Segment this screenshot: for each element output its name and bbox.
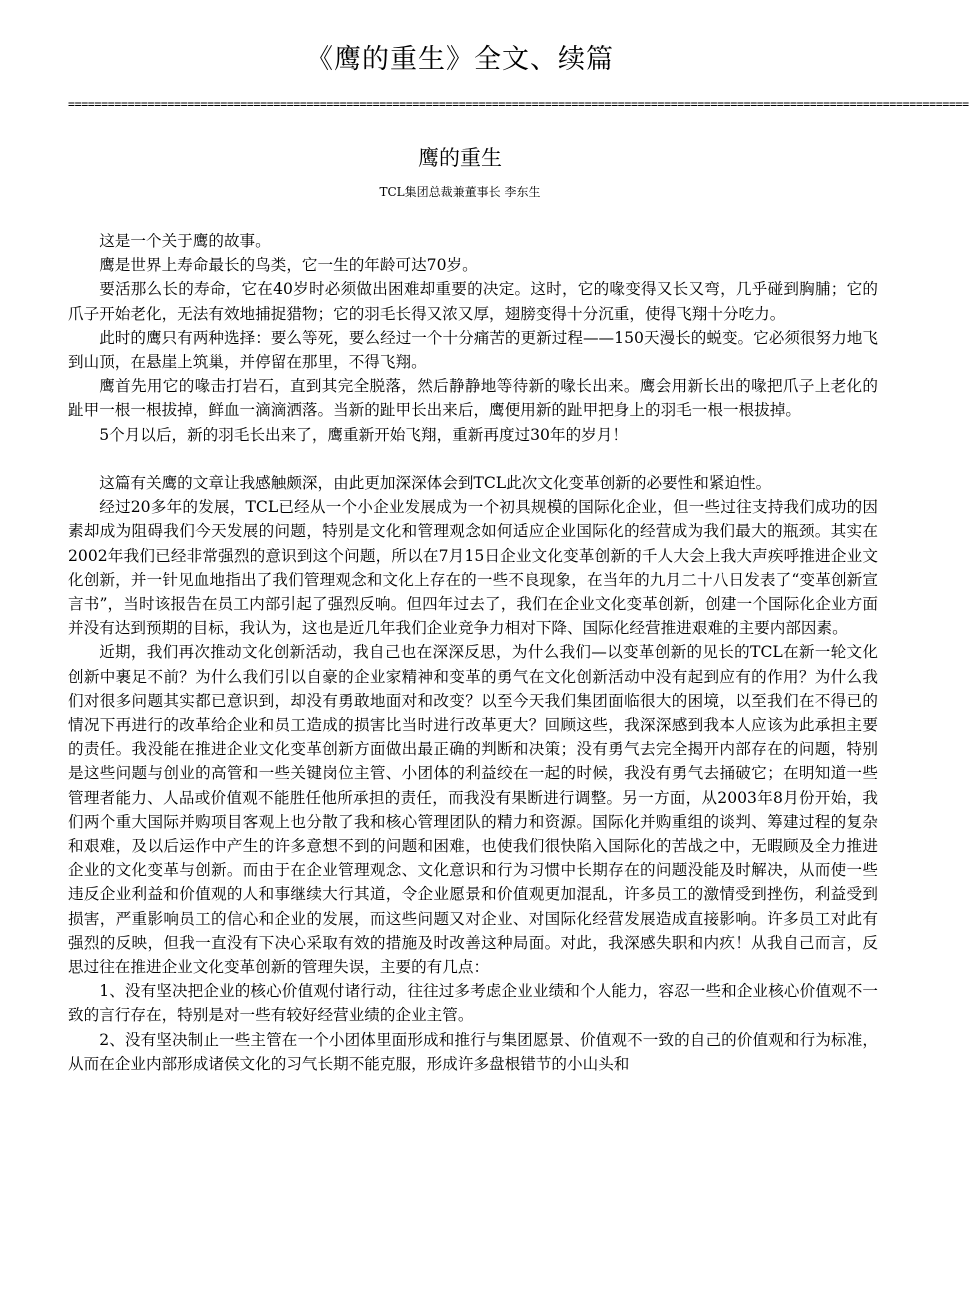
paragraph: 近期，我们再次推动文化创新活动，我自己也在深深反思，为什么我们—以变革创新的见长的TCL在新一轮文化创新中裹足不前？为什么我们引以自豪的企业家精神和变革的勇气在文化创新活动中没有起到应有的作用？为什么我们对很多问题其实都已意识到，却没有勇敢地面对和改变？以至今天我们集团面临很大的困境，以至我们在不得已的情况下再进行的改革给企业和员工造成的损害比当时进行改革更大？回顾这些，我深深感到我本人应该为此承担主要的责任。我没能在推进企业文化变革创新方面做出最正确的判断和决策；没有勇气去完全揭开内部存在的问题，特别是这些问题与创业的高管和一些关键岗位主管、小团体的利益绞在一起的时候，我没有勇气去捅破它；在明知道一些管理者能力、人品或价值观不能胜任他所承担的责任，而我没有果断进行调整。另一方面，从2003年8月份开始，我们两个重大国际并购项目客观上也分散了我和核心管理团队的精力和资源。国际化并购重组的谈判、筹建过程的复杂和艰难，及以后运作中产生的许多意想不到的问题和困难，也使我们很快陷入国际化的苦战之中，无暇顾及全力推进企业的文化变革与创新。而由于在企业管理观念、文化意识和行为习惯中长期存在的问题没能及时解决，从而使一些违反企业利益和价值观的人和事继续大行其道，令企业愿景和价值观更加混乱，许多员工的激情受到挫伤，利益受到损害，严重影响员工的信心和企业的发展，而这些问题又对企业、对国际化经营发展造成直接影响。许多员工对此有强烈的反映，但我一直没有下决心采取有效的措施及时改善这种局面。对此，我深感失职和内疚！从我自己而言，反思过往在推进企业文化变革创新的管理失误，主要的有几点： [68,643,878,977]
separator-line: ======================================================================================================================================== [68,97,969,111]
document-title: 《鹰的重生》全文、续篇 [306,44,614,75]
article-title: 鹰的重生 [418,146,502,170]
paragraph: 鹰是世界上寿命最长的鸟类，它一生的年龄可达70岁。 [99,256,478,275]
paragraph: 此时的鹰只有两种选择：要么等死，要么经过一个十分痛苦的更新过程——150天漫长的蜕变。它必须很努力地飞到山顶，在悬崖上筑巢，并停留在那里，不得飞翔。 [68,328,878,372]
paragraph: 这篇有关鹰的文章让我感触颇深，由此更加深深体会到TCL此次文化变革创新的必要性和紧迫性。 [99,474,772,493]
blank-line [68,447,878,471]
article-body [68,229,878,1076]
paragraph: 1、没有坚决把企业的核心价值观付诸行动，往往过多考虑企业业绩和个人能力，容忍一些和企业核心价值观不一致的言行存在，特别是对一些有较好经营业绩的企业主管。 [68,982,878,1025]
paragraph: 2、没有坚决制止一些主管在一个小团体里面形成和推行与集团愿景、价值观不一致的自己的价值观和行为标准，从而在企业内部形成诸侯文化的习气长期不能克服，形成许多盘根错节的小山头和 [68,1030,878,1073]
paragraph: 这是一个关于鹰的故事。 [99,232,271,250]
paragraph: 鹰首先用它的喙击打岩石，直到其完全脱落，然后静静地等待新的喙长出来。鹰会用新长出的喙把爪子上老化的趾甲一根一根拔掉，鲜血一滴滴洒落。当新的趾甲长出来后，鹰便用新的趾甲把身上的羽毛一根一根拔掉。 [68,377,878,420]
paragraph: 要活那么长的寿命，它在40岁时必须做出困难却重要的决定。这时，它的喙变得又长又弯，几乎碰到胸脯；它的爪子开始老化，无法有效地捕捉猎物；它的羽毛长得又浓又厚，翅膀变得十分沉重，使得飞翔十分吃力。 [68,280,878,323]
paragraph: 5个月以后，新的羽毛长出来了，鹰重新开始飞翔，重新再度过30年的岁月！ [99,425,628,444]
paragraph: 经过20多年的发展，TCL已经从一个小企业发展成为一个初具规模的国际化企业，但一些过往支持我们成功的因素却成为阻碍我们今天发展的问题，特别是文化和管理观念如何适应企业国际化的经营成为我们最大的瓶颈。其实在2002年我们已经非常强烈的意识到这个问题，所以在7月15日企业文化变革创新的千人大会上我大声疾呼推进企业文化创新，并一针见血地指出了我们管理观念和文化上存在的一些不良现象，在当年的九月二十八日发表了“变革创新宣言书”，当时该报告在员工内部引起了强烈反响。但四年过去了，我们在企业文化变革创新，创建一个国际化企业方面并没有达到预期的目标，我认为，这也是近几年我们企业竞争力相对下降、国际化经营推进艰难的主要内部因素。 [68,498,878,638]
author-byline: TCL集团总裁兼董事长 李东生 [379,185,541,199]
